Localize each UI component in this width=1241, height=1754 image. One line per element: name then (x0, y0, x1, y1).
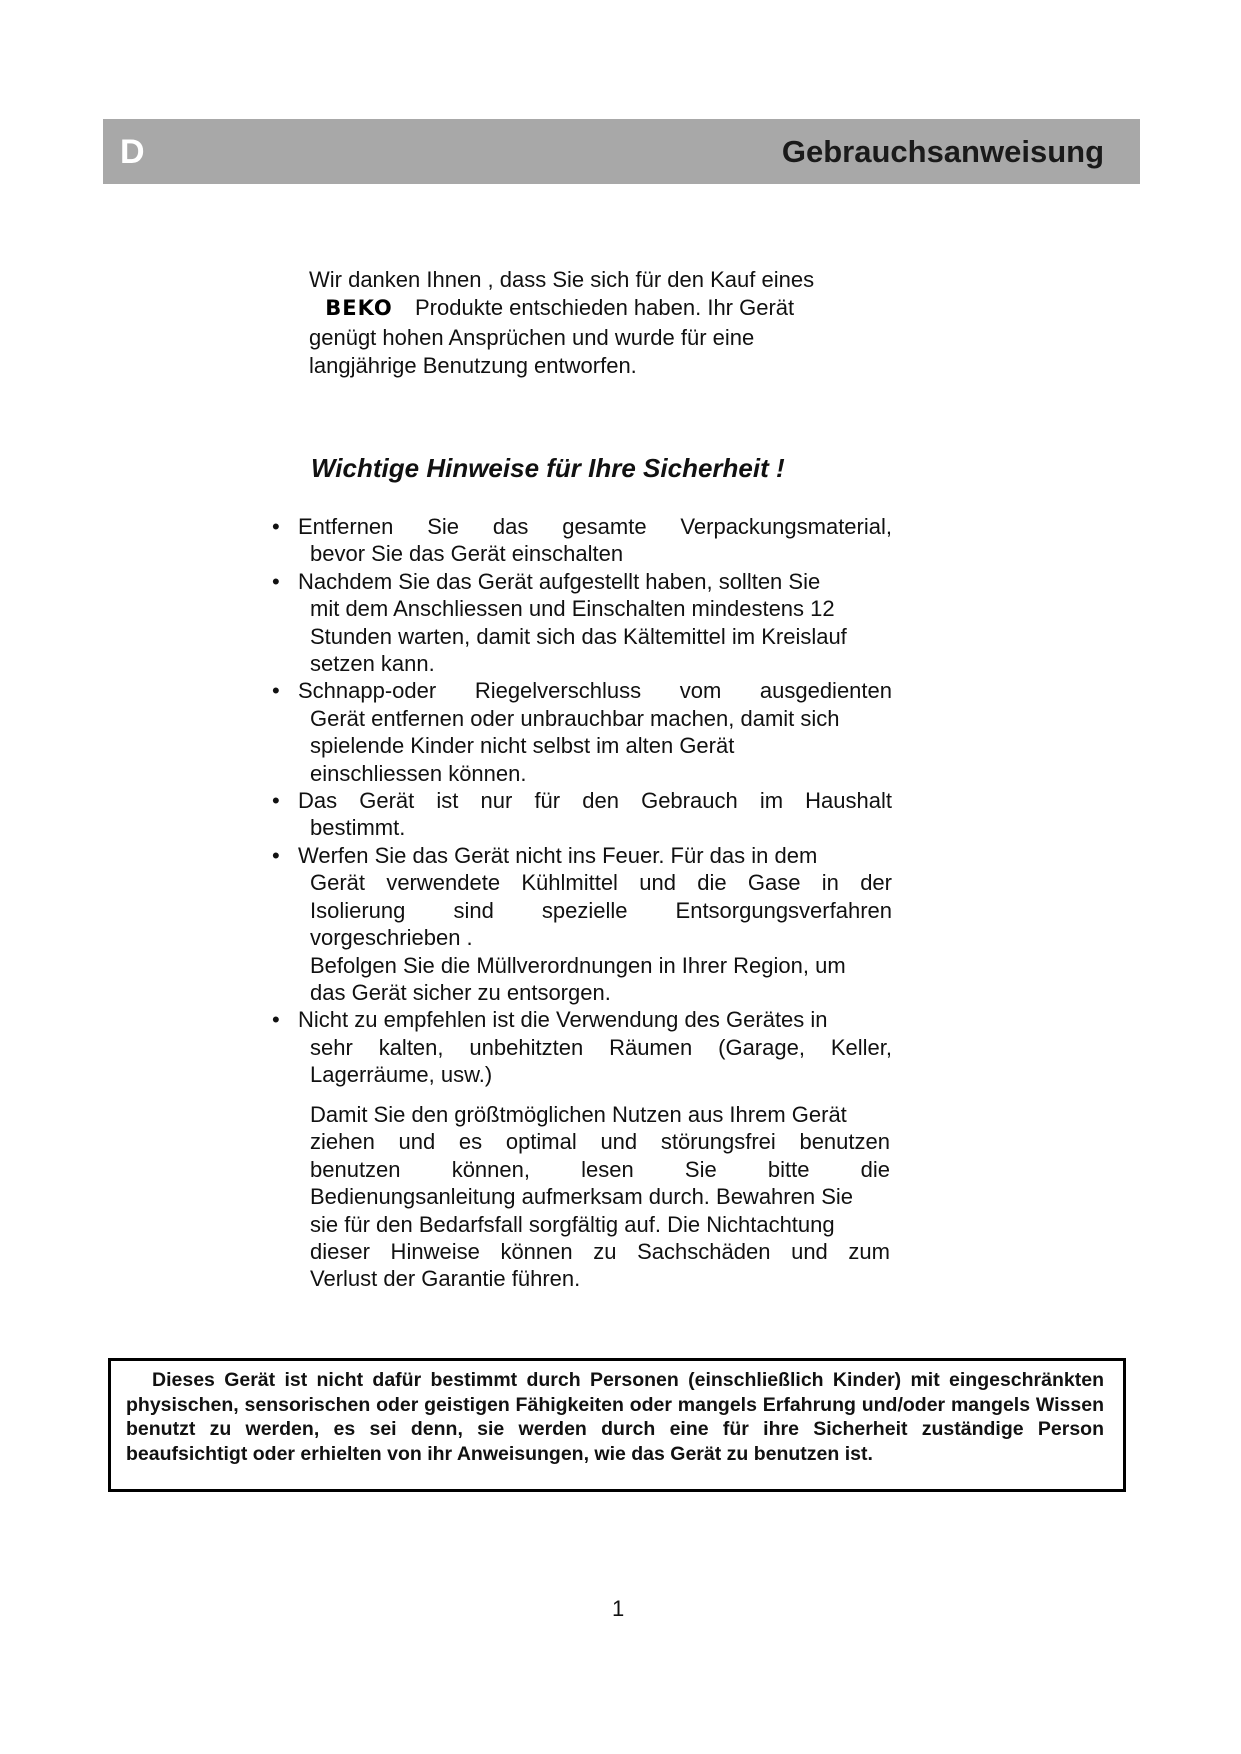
list-item-line: das Gerät sicher zu entsorgen. (310, 979, 611, 1005)
closing-line: benutzen können, lesen Sie bitte die (310, 1156, 890, 1182)
list-item-line: bevor Sie das Gerät einschalten (310, 541, 624, 567)
bullet-icon: • (272, 568, 280, 594)
list-item-line: einschliessen können. (310, 760, 527, 786)
closing-line: sie für den Bedarfsfall sorgfältig auf. Die Nichtachtung (310, 1211, 835, 1237)
list-item-line: sehr kalten, unbehitzten Räumen (Garage, Keller, (310, 1034, 892, 1060)
bullet-icon: • (272, 842, 280, 868)
intro-line-with-logo (309, 294, 869, 325)
list-item-line: Gerät entfernen oder unbrauchbar machen, damit sich (310, 705, 840, 731)
list-item-line: Befolgen Sie die Müllverordnungen in Ihrer Region, um (310, 952, 846, 978)
safety-list (272, 513, 892, 1089)
intro-line: genügt hohen Ansprüchen und wurde für eine (309, 325, 755, 350)
language-code: D (120, 133, 145, 171)
intro-line: Produkte entschieden haben. Ihr Gerät (415, 294, 795, 320)
list-item (272, 842, 892, 1006)
list-item-line: vorgeschrieben . (310, 925, 473, 951)
list-item-line: Das Gerät ist nur für den Gebrauch im Haushalt (298, 788, 892, 814)
list-item-line: bestimmt. (310, 815, 406, 841)
list-item-line: Schnapp-oder Riegelverschluss vom ausgedienten (298, 678, 892, 704)
list-item-line: Lagerräume, usw.) (310, 1062, 493, 1088)
svg-text:BEKO: BEKO (325, 297, 393, 318)
closing-line: Damit Sie den größtmöglichen Nutzen aus Ihrem Gerät (310, 1102, 847, 1127)
warning-text: Dieses Gerät ist nicht dafür bestimmt durch Personen (einschließlich Kinder) mit eingeschränkten physischen, sensorischen oder geistigen Fähigkeiten oder mangels Erfahrung und/oder mangels Wissen benutzt zu werden, es sei denn, sie werden durch eine für ihre Sicherheit zuständige Person beaufsichtigt oder erhielten von ihr Anweisungen, wie das Gerät zu benutzen ist. (126, 1369, 1104, 1466)
bullet-icon: • (272, 678, 280, 704)
list-item-line: setzen kann. (310, 651, 435, 677)
closing-line: Verlust der Garantie führen. (310, 1266, 581, 1292)
list-item-line: mit dem Anschliessen und Einschalten mindestens 12 (310, 596, 835, 622)
beko-logo (309, 297, 409, 325)
intro-line: langjährige Benutzung entworfen. (309, 352, 637, 378)
list-item-line: Nicht zu empfehlen ist die Verwendung des Gerätes in (298, 1007, 828, 1033)
list-item-line: Isolierung sind spezielle Entsorgungsverfahren (310, 897, 892, 923)
closing-line: dieser Hinweise können zu Sachschäden und zum (310, 1239, 890, 1265)
list-item-line: Werfen Sie das Gerät nicht ins Feuer. Für das in dem (298, 842, 818, 868)
list-item (272, 1006, 892, 1088)
list-item-line: Gerät verwendete Kühlmittel und die Gase in der (310, 870, 892, 896)
header-bar (103, 119, 1140, 184)
bullet-icon: • (272, 514, 280, 539)
list-item (272, 513, 892, 568)
page-title: Gebrauchsanweisung (781, 134, 1104, 169)
list-item-line: Nachdem Sie das Gerät aufgestellt haben, sollten Sie (298, 568, 821, 594)
safety-heading: Wichtige Hinweise für Ihre Sicherheit ! (311, 453, 785, 483)
warning-box (108, 1358, 1126, 1492)
bullet-icon: • (272, 788, 280, 814)
intro-paragraph (309, 266, 869, 379)
closing-line: ziehen und es optimal und störungsfrei benutzen (310, 1129, 890, 1155)
list-item (272, 677, 892, 787)
bullet-icon: • (272, 1007, 280, 1033)
list-item-line: spielende Kinder nicht selbst im alten Gerät (310, 733, 735, 759)
closing-line: Bedienungsanleitung aufmerksam durch. Bewahren Sie (310, 1184, 853, 1210)
list-item (272, 568, 892, 678)
list-item-line: Stunden warten, damit sich das Kältemittel im Kreislauf (310, 623, 847, 649)
list-item (272, 787, 892, 842)
list-item-line: Entfernen Sie das gesamte Verpackungsmaterial, (298, 514, 892, 539)
intro-line: Wir danken Ihnen , dass Sie sich für den Kauf eines (309, 267, 815, 292)
closing-paragraph (310, 1101, 890, 1293)
page-number: 1 (612, 1596, 625, 1621)
